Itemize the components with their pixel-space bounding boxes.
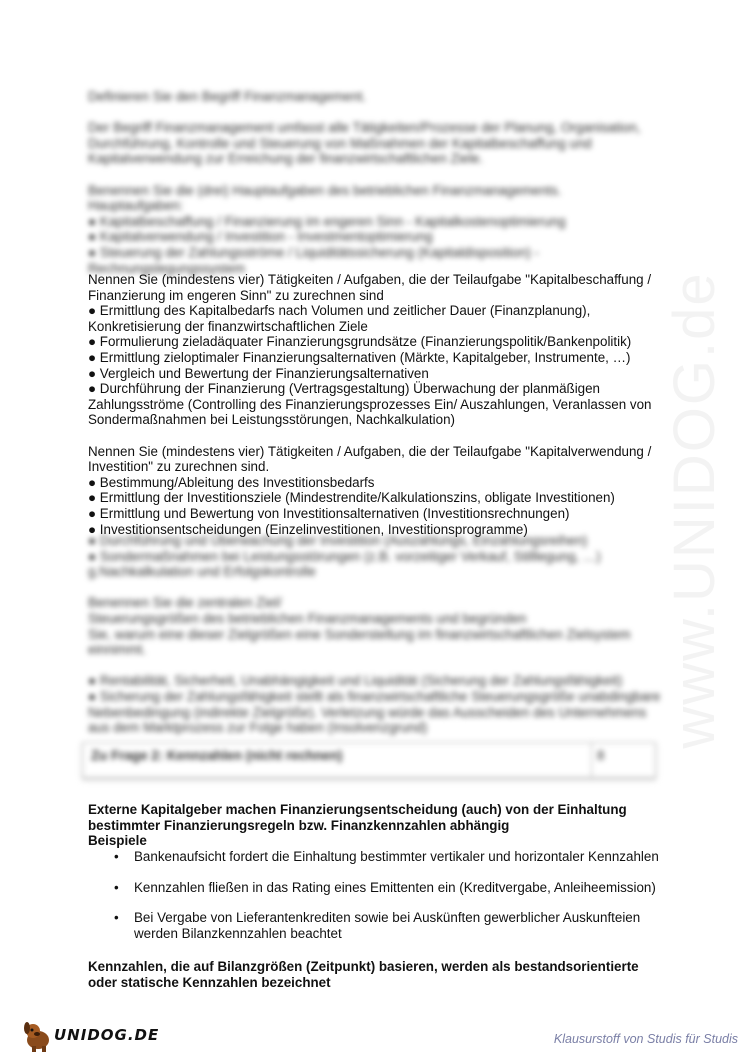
blurred-line: aus dem Marktprozess zur Folge haben (Insolvenzgrund) xyxy=(88,720,428,736)
text-line: ● Durchführung der Finanzierung (Vertragsgestaltung) Überwachung der planmäßigen xyxy=(88,381,601,397)
list-item-text: Bankenaufsicht fordert die Einhaltung bestimmter vertikaler und horizontaler Kennzahlen xyxy=(134,849,659,864)
unidog-logo xyxy=(20,1016,160,1056)
bullet-icon: • xyxy=(114,910,119,926)
list-gap xyxy=(88,865,688,880)
blurred-line: Rechnungslegungssystem xyxy=(88,260,246,276)
blurred-line: Definieren Sie den Begriff Finanzmanagement. xyxy=(88,89,367,104)
dog-icon xyxy=(20,1018,56,1054)
bullet-icon: • xyxy=(114,879,119,895)
text-line: ● Vergleich und Bewertung der Finanzierungsalternativen xyxy=(88,365,429,381)
blurred-text-top xyxy=(88,89,668,276)
heading-block xyxy=(88,802,668,849)
blurred-line: Steuerungsgrößen des betrieblichen Finanzmanagements und begründen xyxy=(88,610,527,626)
text-line: ● Investitionsentscheidungen (Einzelinvestitionen, Investitionsprogramme) xyxy=(88,521,528,537)
list-item xyxy=(88,880,688,896)
text-line: Investition" zu zurechnen sind. xyxy=(88,459,270,475)
blurred-line xyxy=(88,167,668,183)
list-item xyxy=(88,910,688,941)
text-line: ● Ermittlung und Bewertung von Investitionsalternativen (Investitionsrechnungen) xyxy=(88,505,570,521)
text-line: Nennen Sie (mindestens vier) Tätigkeiten / Aufgaben, die der Teilaufgabe "Kapitalbeschaffung / xyxy=(88,272,652,287)
text-line: Zahlungsströme (Controlling des Finanzierungsprozesses Ein/ Auszahlungen, Veranlassen von xyxy=(88,396,652,412)
blurred-line: Benennen Sie die zentralen Ziel/ xyxy=(88,595,282,611)
closing-line: Kennzahlen, die auf Bilanzgrößen (Zeitpunkt) basieren, werden als bestandsorientierte xyxy=(88,959,639,974)
blurred-line: Benennen Sie die (drei) Hauptaufgaben des betrieblichen Finanzmanagements. xyxy=(88,182,562,198)
blurred-line: ● Rentabilität, Sicherheit, Unabhängigkeit und Liquidität (Sicherung der Zahlungsfähigkeit) xyxy=(88,673,623,689)
section-number: 8 xyxy=(597,748,605,763)
blurred-line: Nebenbedingung (indirekte Zielgröße). Verletzung würde das Ausscheiden des Unternehmens xyxy=(88,704,647,720)
blurred-line: einnimmt. xyxy=(88,642,147,658)
text-line: Nennen Sie (mindestens vier) Tätigkeiten / Aufgaben, die der Teilaufgabe "Kapitalverwendung / xyxy=(88,443,652,459)
text-line: ● Formulierung zieladäquater Finanzierungsgrundsätze (Finanzierungspolitik/Bankenpolitik) xyxy=(88,334,632,350)
blurred-line xyxy=(88,105,668,121)
text-line: Sondermaßnahmen bei Leistungsstörungen, Nachkalkulation) xyxy=(88,412,455,428)
list-gap xyxy=(88,895,688,910)
list-item xyxy=(88,849,688,865)
blurred-line: ● Sicherung der Zahlungsfähigkeit stellt als finanzwirtschaftliche Steuerungsgröße unabdingbare xyxy=(88,688,661,704)
blurred-line: Kapitalverwendung zur Erreichung der finanzwirtschaftlichen Ziele. xyxy=(88,151,484,167)
footer-tagline: Klausurstoff von Studis für Studis xyxy=(553,1032,738,1046)
blurred-line xyxy=(88,580,668,596)
blurred-line: Der Begriff Finanzmanagement umfasst alle Tätigkeiten/Prozesse der Planung, Organisation, xyxy=(88,120,641,136)
text-line: Finanzierung im engeren Sinn" zu zurechnen sind xyxy=(88,287,384,303)
text-line: ● Ermittlung des Kapitalbedarfs nach Volumen und zeitlicher Dauer (Finanzplanung), xyxy=(88,303,591,319)
bullet-icon: • xyxy=(114,849,119,864)
examples-list xyxy=(88,849,688,941)
closing-paragraph xyxy=(88,959,668,990)
text-line: ● Bestimmung/Ableitung des Investitionsbedarfs xyxy=(88,474,375,490)
blurred-line: Sie, warum eine dieser Zielgrößen eine Sonderstellung im finanzwirtschaftlichen Zielsystem xyxy=(88,626,631,642)
section-header-box xyxy=(82,742,656,778)
section-divider xyxy=(591,743,592,777)
blurred-text-middle xyxy=(88,533,668,736)
blurred-line: Hauptaufgaben: xyxy=(88,198,184,214)
visible-text-block xyxy=(88,272,668,537)
blurred-line: g.Nachkalkulation und Erfolgskontrolle xyxy=(88,564,316,580)
logo-text: UNIDOG.DE xyxy=(54,1026,160,1044)
blurred-line xyxy=(88,658,668,674)
blurred-line: ● Durchführung und Überwachung der Investition (Auszahlungs, Einzahlungsreihen) xyxy=(88,533,588,548)
blurred-line: ● Kapitalverwendung / Investition - Investmentoptimierung xyxy=(88,229,433,245)
blurred-line: ● Sondermaßnahmen bei Leistungsstörungen (z.B. vorzeitiger Verkauf, Stilllegung, …) xyxy=(88,548,601,564)
list-item-text: Bei Vergabe von Lieferantenkrediten sowie bei Auskünften gewerblicher Auskunfteien xyxy=(134,910,641,926)
heading-line: bestimmter Finanzierungsregeln bzw. Finanzkennzahlen abhängig xyxy=(88,817,510,833)
blurred-line: ● Kapitalbeschaffung / Finanzierung im engeren Sinn - Kapitalkostenoptimierung xyxy=(88,213,566,229)
list-item-text: Kennzahlen fließen in das Rating eines Emittenten ein (Kreditvergabe, Anleiheemission) xyxy=(134,879,656,895)
section-title: Zu Frage 2: Kennzahlen (nicht rechnen) xyxy=(91,748,343,763)
heading-line: Externe Kapitalgeber machen Finanzierungsentscheidung (auch) von der Einhaltung xyxy=(88,802,627,817)
text-line: Konkretisierung der finanzwirtschaftlichen Ziele xyxy=(88,318,368,334)
blurred-line: Durchführung, Kontrolle und Steuerung von Maßnahmen der Kapitalbeschaffung und xyxy=(88,135,592,151)
watermark-text: www.UNIDOG.de xyxy=(662,271,728,749)
closing-line: oder statische Kennzahlen bezeichnet xyxy=(88,974,331,990)
list-item-text: werden Bilanzkennzahlen beachtet xyxy=(134,925,342,941)
text-line: ● Ermittlung zieloptimaler Finanzierungsalternativen (Märkte, Kapitalgeber, Instrumente, …) xyxy=(88,349,631,365)
text-line: ● Ermittlung der Investitionsziele (Mindestrendite/Kalkulationszins, obligate Investitionen) xyxy=(88,490,615,506)
heading-line: Beispiele xyxy=(88,833,147,849)
text-line xyxy=(88,428,668,444)
blurred-line: ● Steuerung der Zahlungsströme / Liquiditätssicherung (Kapitaldisposition) - xyxy=(88,244,539,260)
